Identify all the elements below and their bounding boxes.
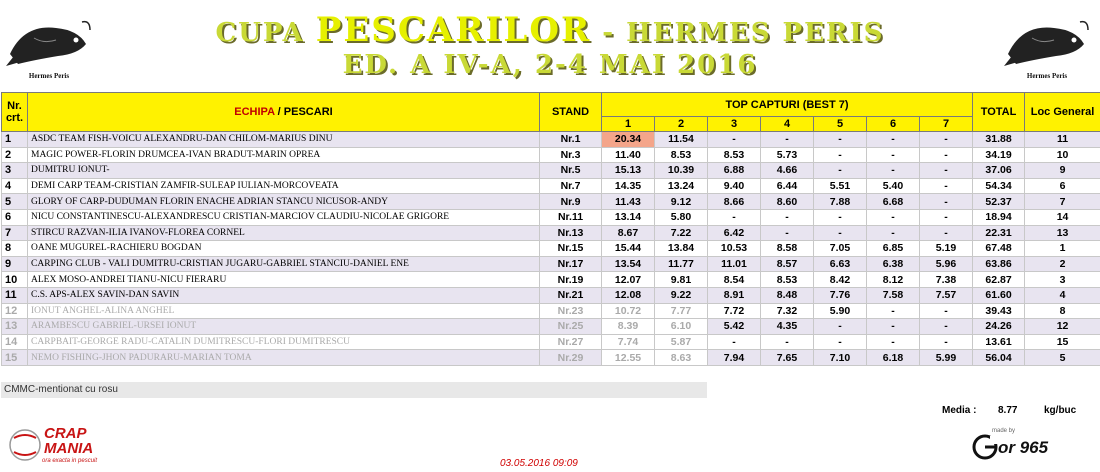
capture-cell: 8.57 <box>761 256 814 272</box>
capture-cell: 12.07 <box>602 272 655 288</box>
rank-cell: 4 <box>1025 287 1100 303</box>
capture-cell: 8.91 <box>708 287 761 303</box>
stand-cell: Nr.29 <box>540 350 602 366</box>
page-subtitle: ED. A IV-A, 2-4 MAI 2016 <box>342 50 758 80</box>
rank-cell: 5 <box>1025 350 1100 366</box>
total-cell: 37.06 <box>973 163 1025 179</box>
table-row <box>2 132 1100 148</box>
team-name: NICU CONSTANTINESCU-ALEXANDRESCU CRISTIAN-MARCIOV CLAUDIU-NICOLAE GRIGORE <box>28 209 540 225</box>
stand-cell: Nr.7 <box>540 178 602 194</box>
capture-cell: - <box>920 334 973 350</box>
capture-cell: 5.73 <box>761 147 814 163</box>
logo-caption: Hermes Peris <box>1026 72 1068 80</box>
capture-cell: 7.22 <box>655 225 708 241</box>
col-header-loc: Loc General <box>1025 93 1100 132</box>
rank-cell: 8 <box>1025 303 1100 319</box>
row-number: 6 <box>2 209 28 225</box>
capture-cell: - <box>708 132 761 148</box>
team-name: IONUT ANGHEL-ALINA ANGHEL <box>28 303 540 319</box>
team-name: DEMI CARP TEAM-CRISTIAN ZAMFIR-SULEAP IULIAN-MORCOVEATA <box>28 178 540 194</box>
capture-cell: 4.66 <box>761 163 814 179</box>
ball-icon <box>8 428 42 462</box>
team-name: MAGIC POWER-FLORIN DRUMCEA-IVAN BRADUT-MARIN OPREA <box>28 147 540 163</box>
capture-cell: 13.14 <box>602 209 655 225</box>
capture-cell: 7.32 <box>761 303 814 319</box>
capture-cell: 7.77 <box>655 303 708 319</box>
capture-cell: 6.88 <box>708 163 761 179</box>
capture-cell: - <box>920 319 973 335</box>
capture-cell: 5.40 <box>867 178 920 194</box>
capture-cell: 9.40 <box>708 178 761 194</box>
row-number: 11 <box>2 287 28 303</box>
stand-cell: Nr.19 <box>540 272 602 288</box>
capture-cell: 8.12 <box>867 272 920 288</box>
capture-cell: 7.94 <box>708 350 761 366</box>
capture-cell: 11.43 <box>602 194 655 210</box>
capture-cell: 8.53 <box>708 147 761 163</box>
table-row <box>2 147 1100 163</box>
row-number: 4 <box>2 178 28 194</box>
capture-cell: 13.24 <box>655 178 708 194</box>
col-header-capture: 6 <box>867 117 920 132</box>
row-number: 1 <box>2 132 28 148</box>
capture-cell: 5.96 <box>920 256 973 272</box>
capture-cell: 7.72 <box>708 303 761 319</box>
team-name: ARAMBESCU GABRIEL-URSEI IONUT <box>28 319 540 335</box>
table-row <box>2 287 1100 303</box>
row-number: 2 <box>2 147 28 163</box>
team-name: GLORY OF CARP-DUDUMAN FLORIN ENACHE ADRIAN STANCU NICUSOR-ANDY <box>28 194 540 210</box>
capture-cell: - <box>814 163 867 179</box>
capture-cell: 15.13 <box>602 163 655 179</box>
capture-cell: 8.60 <box>761 194 814 210</box>
rank-cell: 7 <box>1025 194 1100 210</box>
capture-cell: 7.10 <box>814 350 867 366</box>
capture-cell: - <box>920 132 973 148</box>
capture-cell: 8.66 <box>708 194 761 210</box>
brand-name <box>44 426 93 456</box>
logo-right <box>1002 14 1092 90</box>
capture-cell: 5.19 <box>920 241 973 257</box>
stand-cell: Nr.25 <box>540 319 602 335</box>
rank-cell: 15 <box>1025 334 1100 350</box>
row-number: 15 <box>2 350 28 366</box>
table-row <box>2 256 1100 272</box>
capture-cell: 8.53 <box>655 147 708 163</box>
row-number: 8 <box>2 241 28 257</box>
table-row <box>2 334 1100 350</box>
page-title <box>200 10 900 50</box>
table-row <box>2 303 1100 319</box>
capture-cell: - <box>867 132 920 148</box>
rank-cell: 6 <box>1025 178 1100 194</box>
media-value: 8.77 <box>998 405 1018 416</box>
team-name: OANE MUGUREL-RACHIERU BOGDAN <box>28 241 540 257</box>
logo-caption: Hermes Peris <box>28 72 70 80</box>
title-suffix: - HERMES PERIS <box>602 18 885 48</box>
capture-cell: - <box>920 225 973 241</box>
capture-cell: 13.84 <box>655 241 708 257</box>
capture-cell: 8.53 <box>761 272 814 288</box>
carp-fish-icon <box>4 14 94 72</box>
g-letter-icon <box>972 434 998 460</box>
capture-cell: 5.87 <box>655 334 708 350</box>
results-table <box>1 92 1100 366</box>
capture-cell: - <box>867 334 920 350</box>
capture-cell: - <box>920 303 973 319</box>
table-row <box>2 163 1100 179</box>
col-header-capture: 2 <box>655 117 708 132</box>
total-cell: 67.48 <box>973 241 1025 257</box>
capture-cell: 8.48 <box>761 287 814 303</box>
capture-cell: 7.38 <box>920 272 973 288</box>
capture-cell: 11.54 <box>655 132 708 148</box>
capture-cell: 5.99 <box>920 350 973 366</box>
capture-cell: 11.77 <box>655 256 708 272</box>
capture-cell: 7.65 <box>761 350 814 366</box>
capture-cell: - <box>761 225 814 241</box>
col-header-capture: 5 <box>814 117 867 132</box>
total-cell: 22.31 <box>973 225 1025 241</box>
signature-text: or 965 <box>998 438 1049 457</box>
total-cell: 62.87 <box>973 272 1025 288</box>
capture-cell: - <box>920 163 973 179</box>
capture-cell: 13.54 <box>602 256 655 272</box>
capture-cell: - <box>920 147 973 163</box>
capture-cell: 14.35 <box>602 178 655 194</box>
rank-cell: 13 <box>1025 225 1100 241</box>
rank-cell: 14 <box>1025 209 1100 225</box>
rank-cell: 3 <box>1025 272 1100 288</box>
capture-cell: 6.85 <box>867 241 920 257</box>
echipa-label: ECHIPA <box>234 106 275 118</box>
capture-cell: 6.10 <box>655 319 708 335</box>
stand-cell: Nr.13 <box>540 225 602 241</box>
capture-cell: 5.51 <box>814 178 867 194</box>
capture-cell: 12.08 <box>602 287 655 303</box>
team-name: DUMITRU IONUT- <box>28 163 540 179</box>
stand-cell: Nr.11 <box>540 209 602 225</box>
capture-cell: 4.35 <box>761 319 814 335</box>
total-cell: 52.37 <box>973 194 1025 210</box>
col-header-capture: 3 <box>708 117 761 132</box>
capture-cell: 20.34 <box>602 132 655 148</box>
capture-cell: - <box>761 334 814 350</box>
media-label: Media : <box>942 405 977 416</box>
brand-line-2: MANIA <box>44 440 94 457</box>
signature-logo <box>968 428 1096 464</box>
total-cell: 39.43 <box>973 303 1025 319</box>
row-number: 7 <box>2 225 28 241</box>
col-header-total: TOTAL <box>973 93 1025 132</box>
title-main: PESCARILOR <box>315 10 592 50</box>
col-header-capture: 4 <box>761 117 814 132</box>
capture-cell: 6.42 <box>708 225 761 241</box>
capture-cell: - <box>814 334 867 350</box>
total-cell: 54.34 <box>973 178 1025 194</box>
stand-cell: Nr.21 <box>540 287 602 303</box>
col-header-top: TOP CAPTURI (BEST 7) <box>602 93 973 117</box>
capture-cell: 11.01 <box>708 256 761 272</box>
capture-cell: - <box>867 225 920 241</box>
row-number: 10 <box>2 272 28 288</box>
brand-line-1: CRAP <box>44 425 87 442</box>
capture-cell: 7.58 <box>867 287 920 303</box>
capture-cell: - <box>867 163 920 179</box>
capture-cell: 10.72 <box>602 303 655 319</box>
capture-cell: 6.18 <box>867 350 920 366</box>
capture-cell: - <box>814 209 867 225</box>
table-row <box>2 225 1100 241</box>
capture-cell: 7.76 <box>814 287 867 303</box>
total-cell: 63.86 <box>973 256 1025 272</box>
rank-cell: 1 <box>1025 241 1100 257</box>
capture-cell: - <box>761 132 814 148</box>
capture-cell: 6.44 <box>761 178 814 194</box>
capture-cell: 8.58 <box>761 241 814 257</box>
capture-cell: 8.67 <box>602 225 655 241</box>
table-row <box>2 178 1100 194</box>
capture-cell: 7.88 <box>814 194 867 210</box>
total-cell: 61.60 <box>973 287 1025 303</box>
capture-cell: 5.42 <box>708 319 761 335</box>
carp-fish-icon <box>1002 14 1092 72</box>
pescari-label: / PESCARI <box>274 106 333 118</box>
total-cell: 56.04 <box>973 350 1025 366</box>
table-row <box>2 209 1100 225</box>
capture-cell: 10.53 <box>708 241 761 257</box>
team-name: STIRCU RAZVAN-ILIA IVANOV-FLOREA CORNEL <box>28 225 540 241</box>
stand-cell: Nr.27 <box>540 334 602 350</box>
table-row <box>2 272 1100 288</box>
col-header-echipa <box>28 93 540 132</box>
capture-cell: - <box>814 225 867 241</box>
capture-cell: - <box>814 132 867 148</box>
media-unit: kg/buc <box>1044 405 1077 416</box>
team-name: ASDC TEAM FISH-VOICU ALEXANDRU-DAN CHILOM-MARIUS DINU <box>28 132 540 148</box>
row-number: 3 <box>2 163 28 179</box>
made-by-label: made by <box>992 428 1016 434</box>
capture-cell: 9.22 <box>655 287 708 303</box>
brand-tagline: ora exacta in pescuit <box>42 458 98 464</box>
capture-cell: - <box>920 178 973 194</box>
team-name: CARPBAIT-GEORGE RADU-CATALIN DUMITRESCU-FLORI DUMITRESCU <box>28 334 540 350</box>
rank-cell: 12 <box>1025 319 1100 335</box>
capture-cell: - <box>814 147 867 163</box>
col-header-nr: Nr. crt. <box>2 93 28 132</box>
page-header <box>0 0 1100 92</box>
total-cell: 18.94 <box>973 209 1025 225</box>
team-name: NEMO FISHING-JHON PADURARU-MARIAN TOMA <box>28 350 540 366</box>
capture-cell: - <box>708 209 761 225</box>
stand-cell: Nr.17 <box>540 256 602 272</box>
stand-cell: Nr.15 <box>540 241 602 257</box>
rank-cell: 10 <box>1025 147 1100 163</box>
note-bar: CMMC-mentionat cu rosu <box>1 382 707 398</box>
capture-cell: 6.63 <box>814 256 867 272</box>
capture-cell: 8.42 <box>814 272 867 288</box>
total-cell: 31.88 <box>973 132 1025 148</box>
capture-cell: - <box>867 209 920 225</box>
capture-cell: 8.39 <box>602 319 655 335</box>
table-row <box>2 319 1100 335</box>
capture-cell: 8.54 <box>708 272 761 288</box>
rank-cell: 9 <box>1025 163 1100 179</box>
capture-cell: 8.63 <box>655 350 708 366</box>
col-header-capture: 1 <box>602 117 655 132</box>
capture-cell: 6.38 <box>867 256 920 272</box>
capture-cell: - <box>867 319 920 335</box>
team-name: CARPING CLUB - VALI DUMITRU-CRISTIAN JUGARU-GABRIEL STANCIU-DANIEL ENE <box>28 256 540 272</box>
capture-cell: - <box>867 147 920 163</box>
capture-cell: 10.39 <box>655 163 708 179</box>
total-cell: 34.19 <box>973 147 1025 163</box>
capture-cell: 9.81 <box>655 272 708 288</box>
capture-cell: 15.44 <box>602 241 655 257</box>
title-prefix: CUPA <box>215 18 305 48</box>
col-header-stand: STAND <box>540 93 602 132</box>
row-number: 12 <box>2 303 28 319</box>
team-name: ALEX MOSO-ANDREI TIANU-NICU FIERARU <box>28 272 540 288</box>
capture-cell: 6.68 <box>867 194 920 210</box>
team-name: C.S. APS-ALEX SAVIN-DAN SAVIN <box>28 287 540 303</box>
row-number: 14 <box>2 334 28 350</box>
rank-cell: 2 <box>1025 256 1100 272</box>
capture-cell: 12.55 <box>602 350 655 366</box>
table-row <box>2 194 1100 210</box>
capture-cell: - <box>708 334 761 350</box>
logo-left <box>4 14 94 90</box>
stand-cell: Nr.5 <box>540 163 602 179</box>
capture-cell: 7.05 <box>814 241 867 257</box>
row-number: 9 <box>2 256 28 272</box>
table-row <box>2 350 1100 366</box>
row-number: 13 <box>2 319 28 335</box>
capture-cell: 9.12 <box>655 194 708 210</box>
capture-cell: 11.40 <box>602 147 655 163</box>
capture-cell: 5.80 <box>655 209 708 225</box>
col-header-capture: 7 <box>920 117 973 132</box>
capture-cell: - <box>920 209 973 225</box>
total-cell: 24.26 <box>973 319 1025 335</box>
total-cell: 13.61 <box>973 334 1025 350</box>
timestamp: 03.05.2016 09:09 <box>500 458 578 469</box>
stand-cell: Nr.23 <box>540 303 602 319</box>
capture-cell: - <box>814 319 867 335</box>
capture-cell: - <box>920 194 973 210</box>
stand-cell: Nr.3 <box>540 147 602 163</box>
capture-cell: - <box>761 209 814 225</box>
capture-cell: 7.57 <box>920 287 973 303</box>
table-row <box>2 241 1100 257</box>
row-number: 5 <box>2 194 28 210</box>
stand-cell: Nr.9 <box>540 194 602 210</box>
crapmania-logo <box>6 422 126 468</box>
capture-cell: 7.74 <box>602 334 655 350</box>
capture-cell: 5.90 <box>814 303 867 319</box>
capture-cell: - <box>867 303 920 319</box>
rank-cell: 11 <box>1025 132 1100 148</box>
stand-cell: Nr.1 <box>540 132 602 148</box>
